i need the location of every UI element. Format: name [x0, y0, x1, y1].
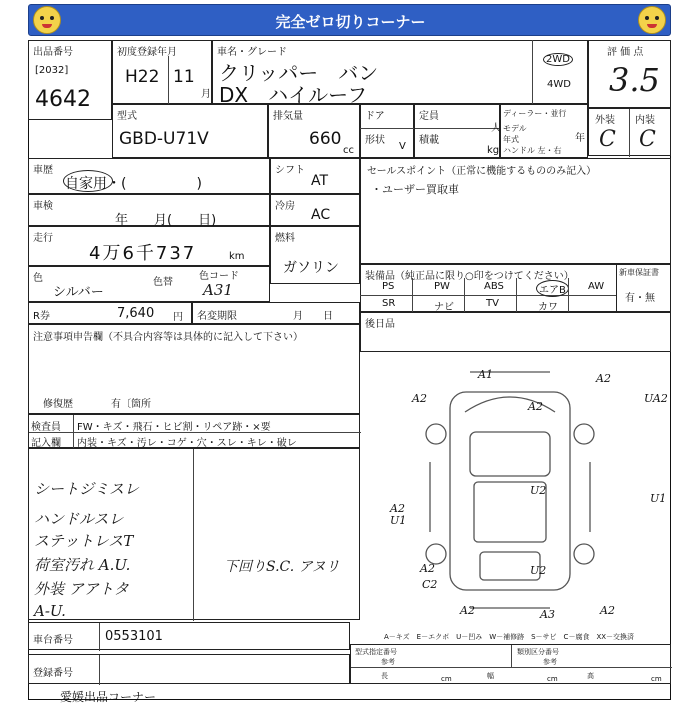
- model-grade: DX ハイルーフ: [219, 83, 368, 107]
- lot-number: 4642: [35, 87, 91, 112]
- damage-mark: U1: [390, 514, 407, 527]
- score-value: 3.5: [609, 61, 660, 99]
- model-cell: 車名・グレード クリッパー バン DX ハイルーフ 2WD 4WD: [212, 40, 588, 104]
- first-registration-cell: 初度登録年月 H22 11 月: [112, 40, 212, 104]
- damage-mark: A2: [596, 372, 611, 385]
- damage-mark: A2: [390, 502, 405, 515]
- damage-mark: A2: [460, 604, 475, 617]
- equipment-grid: PS PW ABS エアB AW SR ナビ TV カワ: [360, 278, 616, 312]
- interior-grade: C: [639, 127, 656, 152]
- score-cell: 評 価 点 3.5: [588, 40, 671, 108]
- mascot-right-icon: [638, 6, 666, 34]
- header-bar: [28, 4, 671, 36]
- damage-mark: U2: [530, 564, 547, 577]
- damage-mark: UA2: [644, 392, 668, 405]
- header-title: 完全ゼロ切りコーナー: [275, 13, 426, 31]
- damage-mark: A2: [528, 400, 543, 413]
- type-value: GBD-U71V: [119, 129, 209, 149]
- notes-box: 注意事項申告欄（不具合内容等は具体的に記入して下さい） 修復歴 有〔箇所: [28, 324, 360, 414]
- damage-mark: U1: [650, 492, 667, 505]
- damage-mark: A1: [478, 368, 493, 381]
- car-damage-diagram: [360, 352, 671, 620]
- mileage-value: 4万6千737: [89, 243, 197, 264]
- damage-mark: A3: [540, 608, 555, 620]
- model-name: クリッパー バン: [219, 61, 379, 85]
- sales-points: セールスポイント（正常に機能するもののみ記入） ・ユーザー買取車: [360, 158, 671, 264]
- damage-mark: A2: [420, 562, 435, 575]
- damage-mark: C2: [422, 578, 438, 591]
- damage-mark: A2: [600, 604, 615, 617]
- damage-mark: U2: [530, 484, 547, 497]
- exterior-grade: C: [599, 127, 616, 152]
- lot-cell: 出品番号 [2032] 4642: [28, 40, 112, 120]
- damage-mark: A2: [412, 392, 427, 405]
